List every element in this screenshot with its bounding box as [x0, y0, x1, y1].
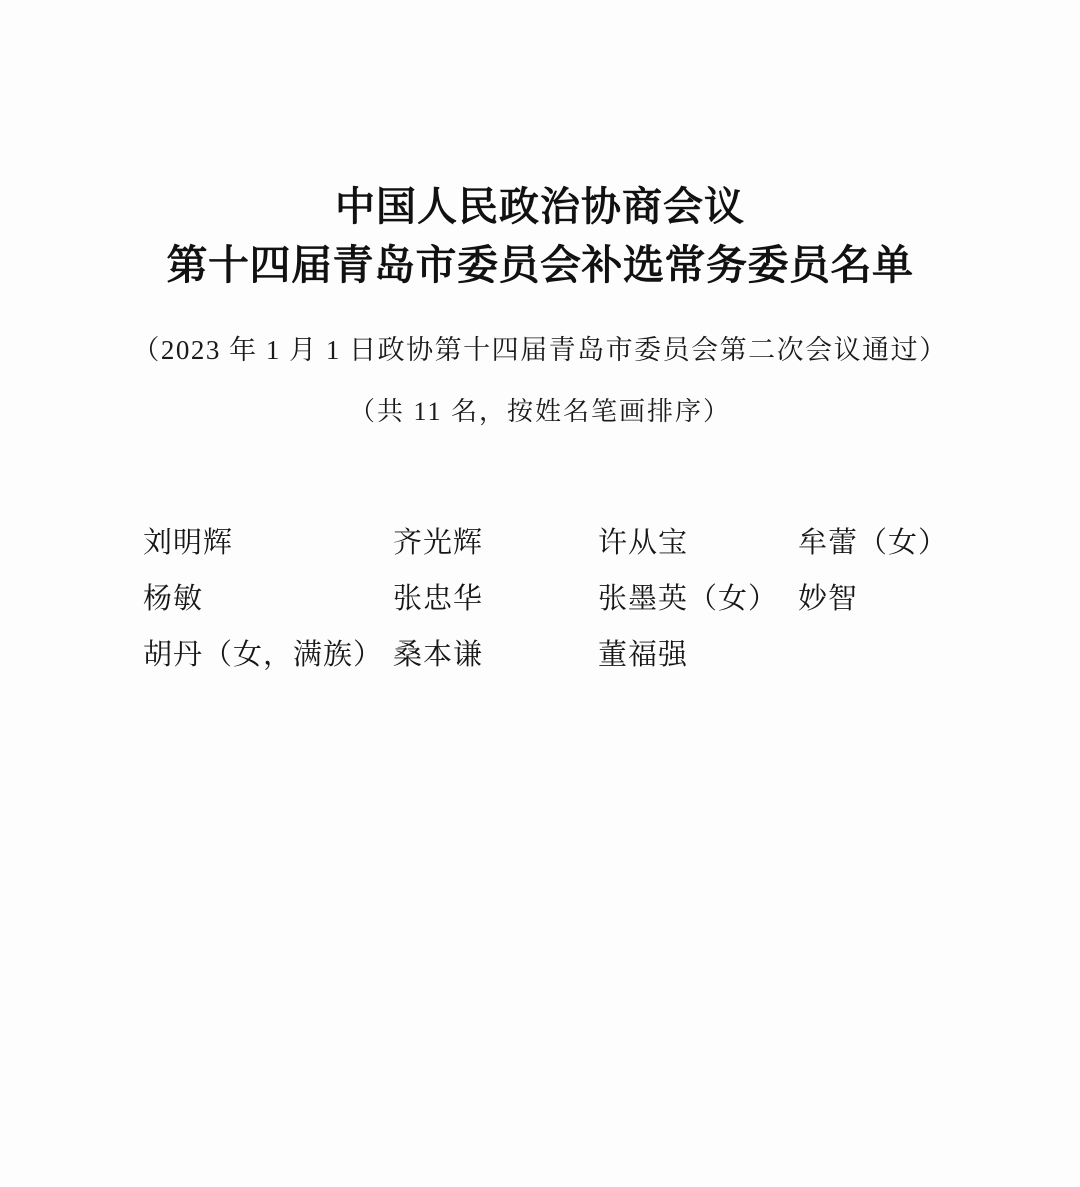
name-entry: 牟蕾（女） — [798, 527, 949, 560]
names-list — [0, 520, 1080, 688]
subtitle-block — [0, 329, 1080, 432]
title-line-2: 第十四届青岛市委员会补选常务委员名单 — [166, 242, 914, 288]
adoption-note: （2023 年 1 月 1 日政协第十四届青岛市委员会第二次会议通过） — [132, 335, 948, 366]
name-entry: 许从宝 — [598, 527, 689, 560]
list-item — [143, 632, 1020, 688]
list-item — [143, 576, 1020, 632]
name-entry: 张忠华 — [393, 583, 484, 616]
count-note: （共 11 名，按姓名笔画排序） — [348, 396, 732, 426]
title-line-1: 中国人民政治协商会议 — [335, 185, 745, 229]
name-entry: 妙智 — [798, 583, 859, 616]
page-title — [0, 0, 1080, 295]
name-entry: 张墨英（女） — [598, 583, 779, 616]
list-item — [143, 520, 1020, 576]
name-entry: 刘明辉 — [143, 527, 234, 560]
name-entry: 桑本谦 — [393, 639, 484, 672]
name-entry: 董福强 — [598, 639, 689, 672]
name-entry: 胡丹（女，满族） — [143, 639, 384, 672]
name-entry: 杨敏 — [143, 583, 204, 616]
name-entry: 齐光辉 — [393, 527, 484, 560]
